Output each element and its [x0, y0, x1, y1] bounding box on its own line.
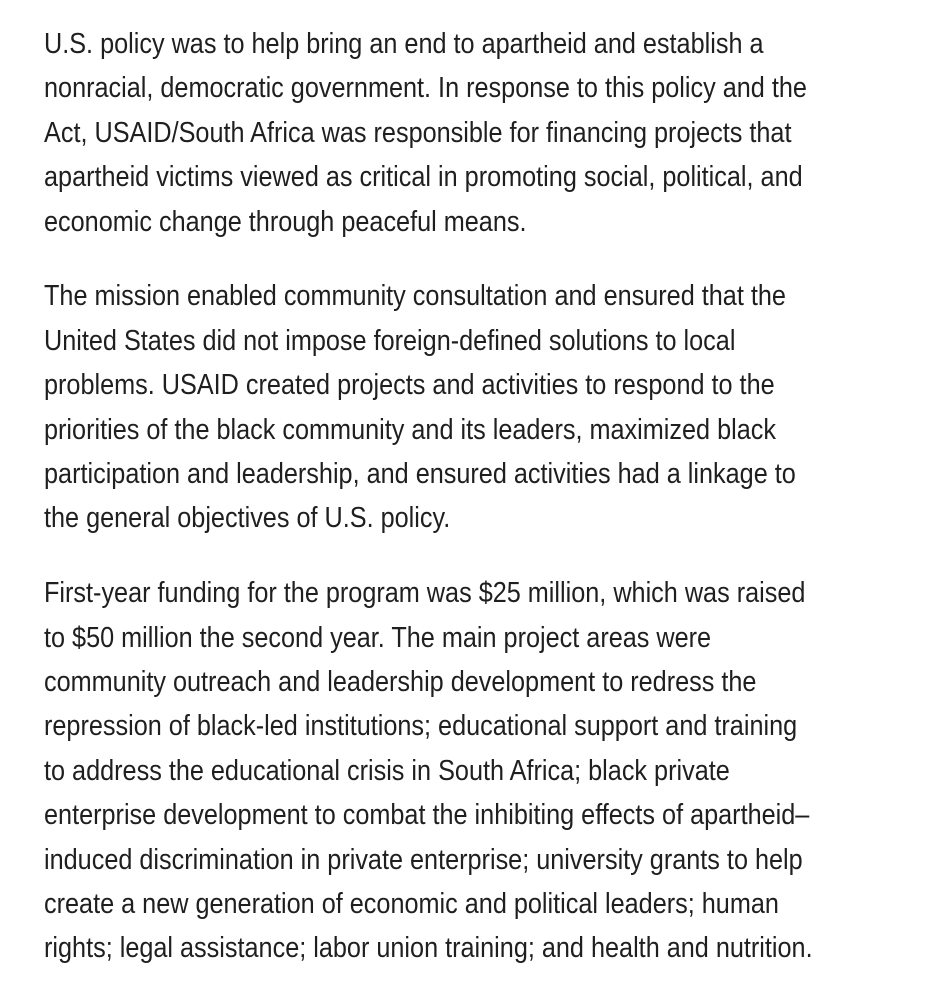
text-line: priorities of the black community and its leaders, maximized black — [44, 413, 776, 446]
paragraph — [44, 571, 948, 971]
text-line: participation and leadership, and ensured activities had a linkage to — [44, 458, 796, 491]
text-line: to $50 million the second year. The main project areas were — [44, 621, 712, 654]
text-line: First-year funding for the program was $25 million, which was raised — [44, 577, 806, 610]
text-line: economic change through peaceful means. — [44, 205, 527, 238]
document-body — [44, 22, 948, 1001]
text-line: induced discrimination in private enterprise; university grants to help — [44, 843, 803, 876]
text-line: to address the educational crisis in South Africa; black private — [44, 754, 730, 787]
text-line: create a new generation of economic and political leaders; human — [44, 888, 779, 921]
text-line: The mission enabled community consultation and ensured that the — [44, 280, 786, 313]
text-line: U.S. policy was to help bring an end to apartheid and establish a — [44, 28, 764, 60]
text-line: repression of black-led institutions; educational support and training — [44, 710, 798, 743]
text-line: the general objectives of U.S. policy. — [44, 502, 451, 535]
text-line: apartheid victims viewed as critical in promoting social, political, and — [44, 161, 803, 194]
text-line: community outreach and leadership development to redress the — [44, 666, 757, 699]
text-line: problems. USAID created projects and activities to respond to the — [44, 369, 775, 402]
text-line: nonracial, democratic government. In response to this policy and the — [44, 72, 807, 105]
text-line: rights; legal assistance; labor union training; and health and nutrition. — [44, 932, 813, 965]
text-line: United States did not impose foreign-defined solutions to local — [44, 324, 736, 357]
text-line: enterprise development to combat the inhibiting effects of apartheid– — [44, 799, 810, 832]
paragraph — [44, 22, 948, 244]
paragraph — [44, 274, 948, 540]
text-line: Act, USAID/South Africa was responsible for financing projects that — [44, 116, 792, 149]
